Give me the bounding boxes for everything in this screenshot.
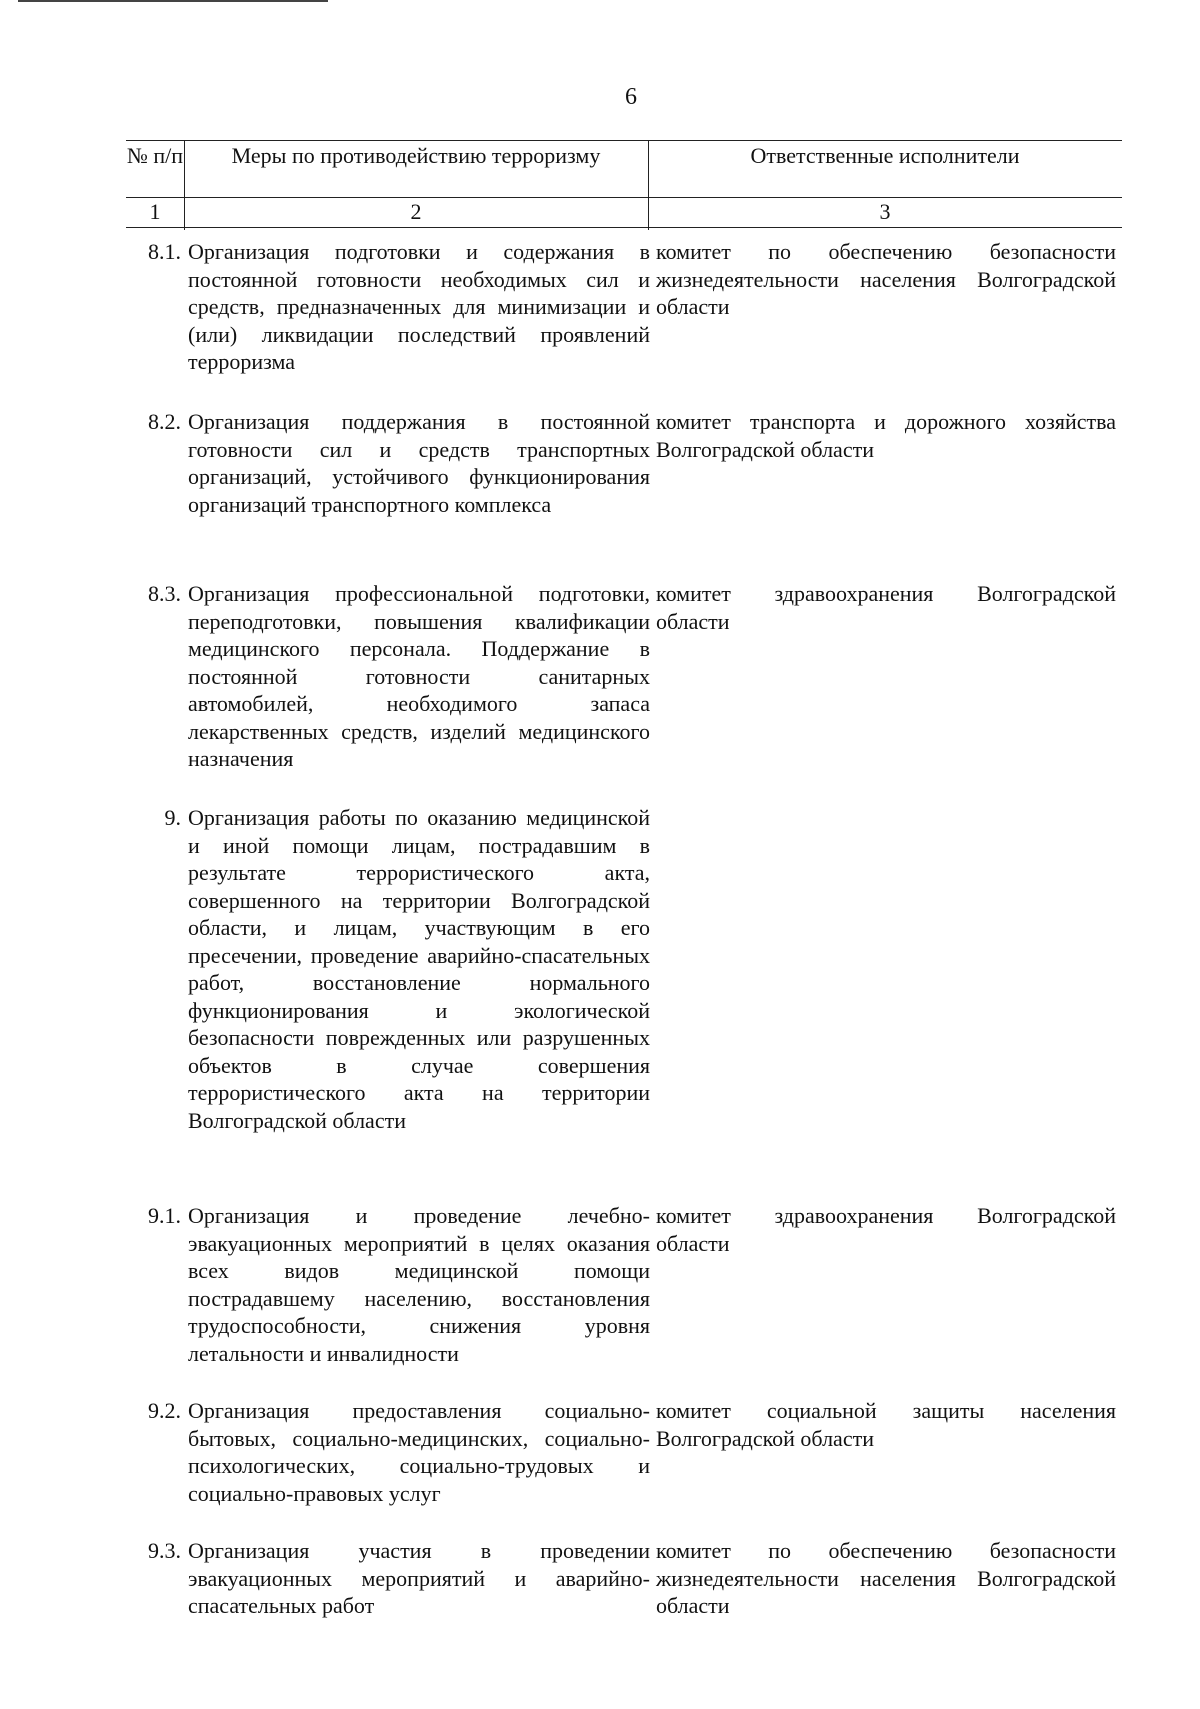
row-responsible: комитет здравоохранения Волгоградской области (656, 1203, 1116, 1256)
row-measure: Организация работы по оказанию медицинской и иной помощи лицам, пострадавшим в результате террористического акта, совершенного на территории Волгоградской области, и лицам, участвующим в его пресечении, проведение аварийно-спасательных работ, восстановление нормального функционирования и экологической безопасности поврежденных или разрушенных объектов в случае совершения террористического акта на территории Волгоградской области (188, 805, 650, 1133)
column-number-3: 3 (879, 199, 891, 224)
header-responsible-cell: Ответственные исполнители (750, 143, 1020, 168)
measures-table (126, 140, 1122, 1618)
header-bottom-rule (126, 227, 1122, 228)
row-number: 8.2. (148, 409, 181, 434)
header-top-rule (126, 140, 1122, 141)
column-number-1: 1 (149, 199, 161, 224)
row-measure: Организация подготовки и содержания в постоянной готовности необходимых сил и средств, предназначенных для минимизации и (или) ликвидации последствий проявлений терроризма (188, 239, 650, 374)
row-measure: Организация профессиональной подготовки, переподготовки, повышения квалификации медицинского персонала. Поддержание в постоянной готовности санитарных автомобилей, необходимого запаса лекарственных средств, изделий медицинского назначения (188, 581, 650, 771)
row-number: 9. (164, 805, 181, 830)
top-edge-rule (18, 0, 328, 2)
column-number-2: 2 (410, 199, 422, 224)
row-responsible: комитет по обеспечению безопасности жизнедеятельности населения Волгоградской области (656, 1538, 1116, 1618)
row-responsible: комитет здравоохранения Волгоградской области (656, 581, 1116, 634)
row-measure: Организация предоставления социально-бытовых, социально-медицинских, социально-психологических, социально-трудовых и социально-правовых услуг (188, 1398, 650, 1506)
row-number: 8.1. (148, 239, 181, 264)
row-number: 9.3. (148, 1538, 181, 1563)
row-responsible: комитет по обеспечению безопасности жизнедеятельности населения Волгоградской области (656, 239, 1116, 319)
row-number: 9.1. (148, 1203, 181, 1228)
header-number-cell: № п/п (126, 143, 184, 168)
row-measure: Организация и проведение лечебно-эвакуационных мероприятий в целях оказания всех видов медицинской помощи пострадавшему населению, восстановления трудоспособности, снижения уровня летальности и инвалидности (188, 1203, 650, 1366)
row-number: 8.3. (148, 581, 181, 606)
header-measures-cell: Меры по противодействию терроризму (231, 143, 601, 168)
table-header (126, 140, 1122, 230)
header-mid-rule (126, 197, 1122, 198)
page-number: 6 (625, 84, 637, 110)
row-responsible: комитет социальной защиты населения Волгоградской области (656, 1398, 1116, 1451)
row-responsible: комитет транспорта и дорожного хозяйства Волгоградской области (656, 409, 1116, 462)
row-number: 9.2. (148, 1398, 181, 1423)
row-measure: Организация поддержания в постоянной готовности сил и средств транспортных организаций, устойчивого функционирования организаций транспортного комплекса (188, 409, 650, 517)
row-measure: Организация участия в проведении эвакуационных мероприятий и аварийно-спасательных работ (188, 1538, 650, 1618)
